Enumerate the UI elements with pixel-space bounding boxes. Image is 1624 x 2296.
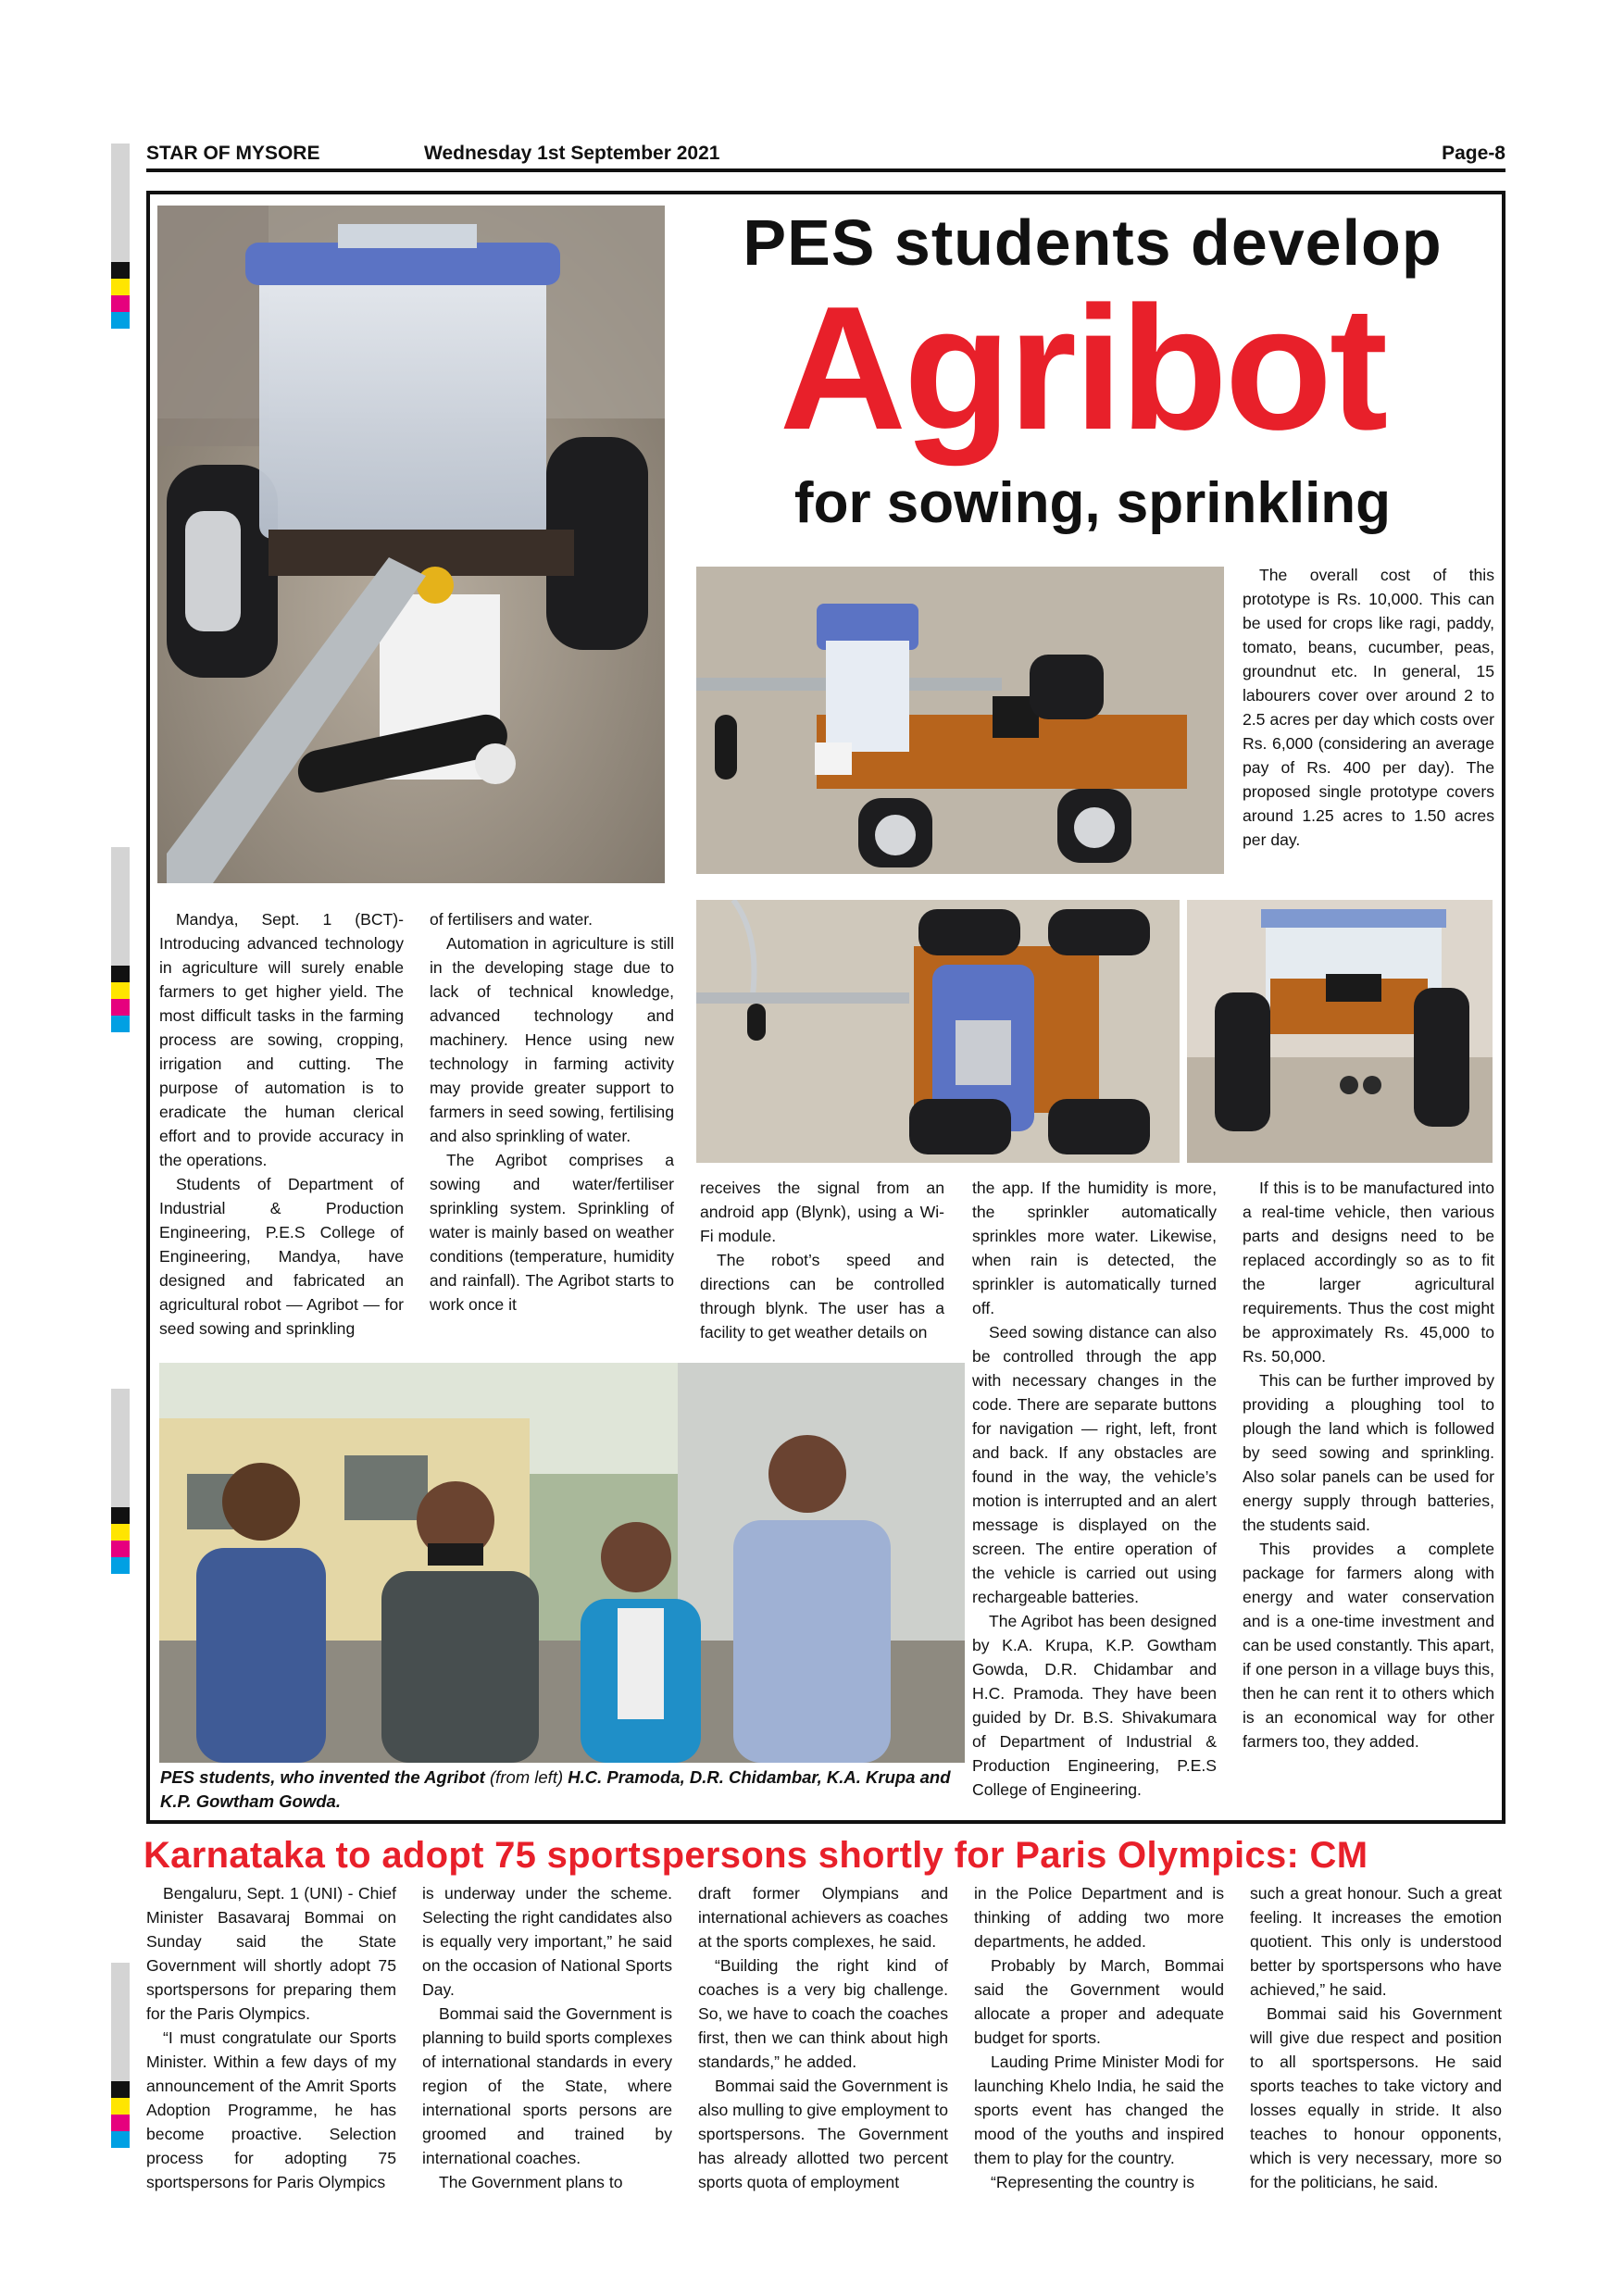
paragraph: This can be further improved by providing a ploughing tool to plough the land which is followed by seed sowing and sprinkling. Also solar panels can be used for energy supply through batteries, the students said.	[1243, 1371, 1494, 1534]
story2-column-2	[422, 1881, 672, 2194]
registration-mark-cyan	[111, 312, 130, 329]
agribot-top-view-photo	[696, 900, 1180, 1163]
registration-mark-black	[111, 1507, 130, 1524]
paragraph: The robot’s speed and directions can be controlled through blynk. The user has a facility to get weather details on	[700, 1251, 944, 1341]
registration-mark-yellow	[111, 1524, 130, 1541]
story-headline: Agribot	[779, 270, 1386, 467]
header-rule	[146, 168, 1505, 172]
story1-column-5	[1243, 1176, 1494, 1753]
story2-column-1	[146, 1881, 396, 2194]
paragraph: The overall cost of this prototype is Rs. 10,000. This can be used for crops like ragi, paddy, tomato, beans, cucumber, peas, groundnut etc. In general, 15 labourers cover over around 2 to 2.5 acres per day which costs over Rs. 6,000 (considering an average pay of Rs. 400 per day). The proposed single prototype covers around 1.25 acres to 1.50 acres per day.	[1243, 566, 1494, 849]
paragraph: This provides a complete package for farmers along with energy and water conservation and is a one-time investment and can be used constantly. This apart, if one person in a village buys this, then he can rent it to others which is an economical way for other farmers too, they added.	[1243, 1540, 1494, 1751]
paragraph: “I must congratulate our Sports Minister. Within a few days of my announcement of the Amrit Sports Adoption Programme, he has become proactive. Selection process for adopting 75 sportspersons for Paris Olympics	[146, 2028, 396, 2191]
story-kicker: PES students develop	[743, 206, 1443, 279]
story2-column-3	[698, 1881, 948, 2194]
registration-bar	[111, 847, 130, 967]
paragraph: the app. If the humidity is more, the sprinkler automatically sprinkles more water. Likewise, when rain is detected, the sprinkler is automatically turned off.	[972, 1179, 1217, 1317]
story1-column-2	[430, 907, 674, 1316]
caption-names: H.C. Pramoda, D.R. Chidambar, K.A. Krupa and K.P. Gowtham Gowda.	[160, 1767, 951, 1811]
story-deck: for sowing, sprinkling	[793, 471, 1392, 535]
paragraph: is underway under the scheme. Selecting the right candidates also is equally very important,” he said on the occasion of National Sports Day.	[422, 1884, 672, 1999]
registration-mark-magenta	[111, 1541, 130, 1557]
paragraph: Lauding Prime Minister Modi for launching Khelo India, he said the sports event has changed the mood of the youths and inspired them to play for the country.	[974, 2053, 1224, 2167]
registration-mark-black	[111, 262, 130, 279]
paragraph: Students of Department of Industrial & Production Engineering, P.E.S College of Engineering, Mandya, have designed and fabricated an agricultural robot — Agribot — for seed sowing and sprinkling	[159, 1175, 404, 1338]
paragraph: Bommai said the Government is planning to build sports complexes of international standards in every region of the State, where international sports persons are groomed and trained by international coaches.	[422, 2004, 672, 2167]
paragraph: If this is to be manufactured into a real-time vehicle, then various parts and designs need to be replaced accordingly so as to fit the larger agricultural requirements. Thus the cost might be approximately Rs. 45,000 to Rs. 50,000.	[1243, 1179, 1494, 1366]
registration-bar	[111, 144, 130, 264]
registration-bar	[111, 1389, 130, 1509]
registration-mark-magenta	[111, 999, 130, 1016]
paragraph: “Representing the country is	[991, 2173, 1195, 2191]
paragraph: Bommai said his Government will give due respect and position to all sportspersons. He said sports teaches to take victory and losses equally in stride. It also teaches to honour opponents, which is very necessary, more so for the politicians, he said.	[1250, 2004, 1502, 2191]
page-number: Page-8	[1442, 143, 1505, 164]
agribot-front-photo	[1187, 900, 1493, 1163]
students-group-photo	[159, 1363, 965, 1763]
paragraph: Mandya, Sept. 1 (BCT)- Introducing advanced technology in agriculture will surely enable farmers to get higher yield. The most difficult tasks in the farming process are sowing, cropping, irrigation and cutting. The purpose of automation is to eradicate the human clerical effort and to provide accuracy in the operations.	[159, 910, 404, 1169]
story2-headline: Karnataka to adopt 75 sportspersons shortly for Paris Olympics: CM	[144, 1835, 1368, 1876]
registration-mark-cyan	[111, 1557, 130, 1574]
newspaper-name: STAR OF MYSORE	[146, 143, 320, 164]
registration-mark-magenta	[111, 2115, 130, 2131]
paragraph: Probably by March, Bommai said the Government would allocate a proper and adequate budget for sports.	[974, 1956, 1224, 2047]
paragraph: of fertilisers and water.	[430, 910, 593, 929]
issue-date: Wednesday 1st September 2021	[424, 143, 720, 164]
story2-column-5	[1250, 1881, 1502, 2194]
story1-column-4	[972, 1176, 1217, 1802]
registration-mark-magenta	[111, 295, 130, 312]
paragraph: The Government plans to	[439, 2173, 623, 2191]
agribot-main-photo	[157, 206, 665, 883]
caption-from-left: (from left)	[484, 1767, 568, 1787]
paragraph: in the Police Department and is thinking of adding two more departments, he added.	[974, 1884, 1224, 1951]
registration-mark-yellow	[111, 982, 130, 999]
paragraph: Bommai said the Government is also mulling to give employment to sportspersons. The Government has already allotted two percent sports quota of employment	[698, 2077, 948, 2191]
registration-mark-black	[111, 2081, 130, 2098]
registration-mark-cyan	[111, 1016, 130, 1032]
paragraph: The Agribot has been designed by K.A. Krupa, K.P. Gowtham Gowda, D.R. Chidambar and H.C. Pramoda. They have been guided by Dr. B.S. Shivakumara of Department of Industrial & Production Engineering, P.E.S College of Engineering.	[972, 1612, 1217, 1799]
registration-bar	[111, 1963, 130, 2083]
registration-mark-black	[111, 966, 130, 982]
registration-mark-cyan	[111, 2131, 130, 2148]
paragraph: such a great honour. Such a great feeling. It increases the emotion quotient. This only is understood better by sportspersons who have achieved,” he said.	[1250, 1884, 1502, 1999]
paragraph: The Agribot comprises a sowing and water/fertiliser sprinkling system. Sprinkling of water is mainly based on weather conditions (temperature, humidity and rainfall). The Agribot starts to work once it	[430, 1151, 674, 1314]
paragraph: Bengaluru, Sept. 1 (UNI) - Chief Minister Basavaraj Bommai on Sunday said the State Government will shortly adopt 75 sportspersons for preparing them for the Paris Olympics.	[146, 1884, 396, 2023]
paragraph: Seed sowing distance can also be controlled through the app with necessary changes in the code. There are separate buttons for navigation — right, left, front and back. If any obstacles are found in the way, the vehicle’s motion is interrupted and an alert message is displayed on the screen. The entire operation of the vehicle is carried out using rechargeable batteries.	[972, 1323, 1217, 1606]
paragraph: receives the signal from an android app (Blynk), using a Wi-Fi module.	[700, 1179, 944, 1245]
cost-paragraph	[1243, 563, 1494, 852]
agribot-side-photo	[696, 567, 1224, 874]
story1-column-3	[700, 1176, 944, 1344]
paragraph: Automation in agriculture is still in the developing stage due to lack of technical knowledge, advanced technology and machinery. Hence using new technology in farming activity may provide greater support to farmers in seed sowing, fertilising and also sprinkling of water.	[430, 934, 674, 1145]
photo-caption	[160, 1766, 956, 1814]
paragraph: “Building the right kind of coaches is a very big challenge. So, we have to coach the coaches first, then we can think about high standards,” he added.	[698, 1956, 948, 2071]
story1-column-1	[159, 907, 404, 1341]
paragraph: draft former Olympians and international achievers as coaches at the sports complexes, he said.	[698, 1884, 948, 1951]
page-header	[146, 139, 1505, 168]
caption-text: PES students, who invented the Agribot	[160, 1767, 485, 1787]
story2-column-4	[974, 1881, 1224, 2194]
registration-mark-yellow	[111, 279, 130, 295]
registration-mark-yellow	[111, 2098, 130, 2115]
